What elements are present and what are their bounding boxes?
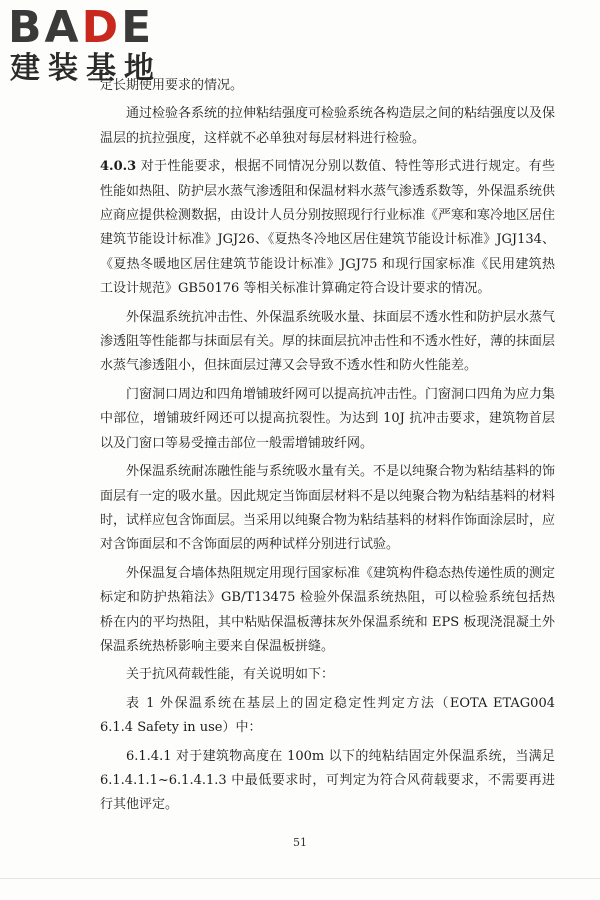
paragraph-text: 门窗洞口周边和四角增铺玻纤网可以提高抗冲击性。门窗洞口四角为应力集中部位，增铺玻纤网还可以提高抗裂性。为达到 10J 抗冲击要求，建筑物首层以及门窗口等易受撞击部位一般需增铺玻纤网。 (100, 386, 556, 451)
paragraph-text: 外保温系统耐冻融性能与系统吸水量有关。不是以纯聚合物为粘结基料的饰面层有一定的吸水量。因此规定当饰面层材料不是以纯聚合物为粘结基料的材料时，试样应包含饰面层。当采用以纯聚合物为粘结基料的材料作饰面涂层时，应对含饰面层和不含饰面层的两种试样分别进行试验。 (100, 464, 556, 553)
paragraph-text: 关于抗风荷载性能，有关说明如下： (126, 667, 335, 683)
paragraph (100, 663, 555, 687)
clause-number: 4.0.3 (100, 159, 137, 175)
paragraph (100, 745, 555, 818)
paragraph (100, 383, 555, 456)
paragraph (100, 306, 555, 379)
paragraph-text: 定长期使用要求的情况。 (100, 78, 244, 93)
paragraph (100, 460, 555, 558)
paragraph (100, 102, 555, 151)
logo-brand-prefix: BA (8, 2, 82, 53)
paragraph-text: 通过检验各系统的拉伸粘结强度可检验系统各构造层之间的粘结强度以及保温层的抗拉强度，这样就不必单独对每层材料进行检验。 (100, 106, 556, 146)
paragraph-continuation (100, 74, 555, 98)
scan-edge-divider (0, 878, 600, 879)
paragraph-text: 外保温复合墙体热阻规定用现行国家标准《建筑构件稳态热传递性质的测定 标定和防护热箱法》GB/T13475 检验外保温系统热阻，可以检验系统包括热桥在内的平均热阻，其中粘贴保温板薄抹灰外保温系统和 EPS 板现浇混凝土外保温系统热桥影响主要来自保温板拼缝。 (100, 565, 556, 654)
paragraph-text: 对于性能要求，根据不同情况分别以数值、特性等形式进行规定。有些性能如热阻、防护层水蒸气渗透阻和保温材料水蒸气渗透系数等，外保温系统供应商应提供检测数据，由设计人员分别按照现行行业标准《严寒和寒冷地区居住建筑节能设计标准》JGJ26、《夏热冬冷地区居住建筑节能设计标准》JGJ134、《夏热冬暖地区居住建筑节能设计标准》JGJ75 和现行国家标准《民用建筑热工设计规范》GB50176 等相关标准计算确定符合设计要求的情况。 (100, 159, 556, 297)
logo-subtitle: 建装基地 (10, 51, 162, 86)
page-number: 51 (293, 836, 307, 849)
paragraph (100, 562, 555, 660)
paragraph-text: 外保温系统抗冲击性、外保温系统吸水量、抹面层不透水性和防护层水蒸气渗透阻等性能都与抹面层有关。厚的抹面层抗冲击性和不透水性好，薄的抹面层水蒸气渗透阻小，但抹面层过薄又会导致不透水性和防火性能差。 (100, 309, 556, 374)
paragraph-text: 6.1.4.1 对于建筑物高度在 100m 以下的纯粘结固定外保温系统，当满足 6.1.4.1.1~6.1.4.1.3 中最低要求时，可判定为符合风荷载要求，不需要再进行其他评定。 (100, 748, 555, 813)
clause-paragraph (100, 155, 555, 301)
document-body (100, 74, 555, 822)
logo-brand-suffix: E (121, 2, 155, 53)
logo-brand-text (8, 4, 154, 52)
logo-brand-accent: D (81, 2, 122, 53)
paragraph-text: 表 1 外保温系统在基层上的固定稳定性判定方法（EOTA ETAG004 6.1.4 Safety in use）中： (100, 695, 555, 736)
paragraph (100, 692, 555, 741)
